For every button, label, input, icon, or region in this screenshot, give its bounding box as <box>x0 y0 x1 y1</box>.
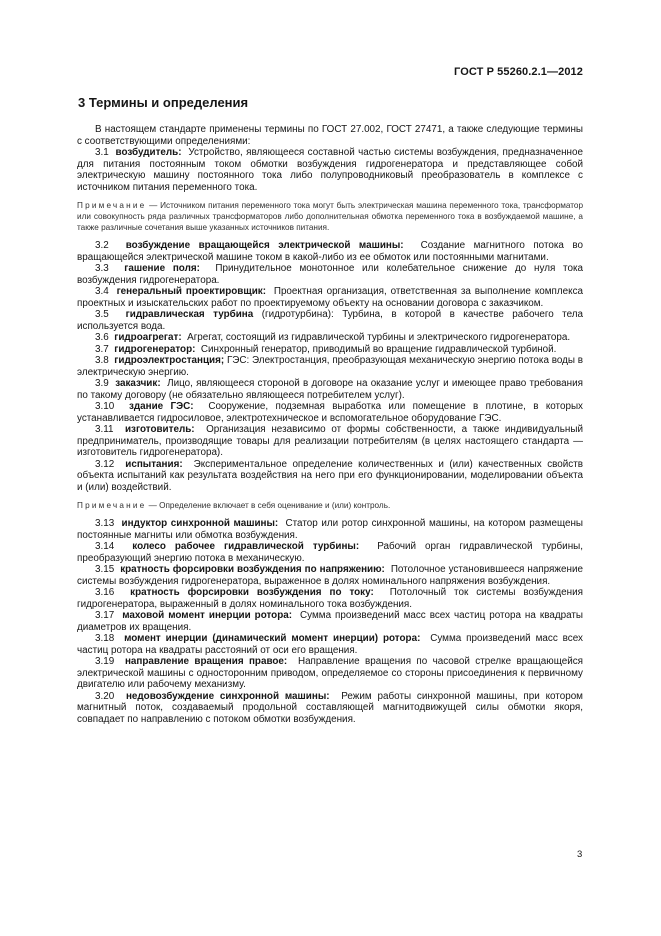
term-3-16 <box>77 587 583 610</box>
term-name: направление вращения правое: <box>124 656 288 667</box>
term-3-10 <box>77 401 583 424</box>
term-definition: Статор или ротор синхронной машины, на котором размещены постоянные магниты или обмотка возбуждения. <box>77 518 584 541</box>
section-body <box>77 124 583 725</box>
term-number: 3.16 <box>95 587 115 598</box>
term-definition: Направление вращения по часовой стрелке вращающейся электрической машины с односторонним приводом, определяемое со стороны присоединения к первичному двигателю или рабочему механизму. <box>77 656 584 690</box>
term-number: 3.3 <box>95 263 109 274</box>
term-number: 3.4 <box>95 286 109 297</box>
term-definition: Проектная организация, ответственная за выполнение комплекса проектных и изыскательских работ по проектируемому объекту на основании договора с заказчиком. <box>77 286 583 309</box>
note-2 <box>77 500 583 511</box>
page-number: 3 <box>577 849 583 860</box>
term-name: момент инерции (динамический момент инерции) ротора: <box>124 633 421 644</box>
term-number: 3.14 <box>95 541 115 552</box>
term-definition: Экспериментальное определение количественных и (или) качественных свойств объекта испытаний как результата воздействия на него при его функционировании, моделировании объекта и (или) воздействий. <box>77 458 583 493</box>
term-3-3 <box>77 263 583 286</box>
term-3-1 <box>77 147 583 193</box>
standard-header: ГОСТ Р 55260.2.1—2012 <box>454 66 583 78</box>
note-label: Примечание <box>77 201 147 210</box>
term-name: изготовитель: <box>124 424 195 435</box>
term-definition: Сооружение, подземная выработка или помещение в плотине, в которых устанавливается гидросиловое, электротехническое и вспомогательное оборудование ГЭС. <box>77 401 583 424</box>
term-number: 3.5 <box>95 309 109 320</box>
term-number: 3.18 <box>95 633 115 644</box>
term-name: маховой момент инерции ротора: <box>122 610 293 621</box>
term-number: 3.8 <box>95 355 109 366</box>
term-number: 3.10 <box>95 401 115 412</box>
term-number: 3.9 <box>95 378 109 389</box>
term-definition: Потолочное установившееся напряжение системы возбуждения гидрогенератора, выраженное в долях номинального напряжения возбуждения. <box>77 564 583 587</box>
term-number: 3.7 <box>95 343 109 355</box>
term-3-6 <box>77 332 583 344</box>
term-name: гидроагрегат: <box>114 332 182 343</box>
term-3-7 <box>77 344 583 356</box>
term-definition: Потолочный ток системы возбуждения гидрогенератора, выраженный в долях номинального тока возбуждения. <box>77 587 583 610</box>
term-definition: Лицо, являющееся стороной в договоре на оказание услуг и имеющее право требования по такому договору (не обязательно являющееся потребителем услуг). <box>77 378 583 401</box>
term-3-9 <box>77 378 583 401</box>
note-text: — Определение включает в себя оценивание и (или) контроль. <box>148 501 391 510</box>
term-name: гидрогенератор: <box>114 343 196 355</box>
term-definition: Режим работы синхронной машины, при котором магнитный поток, создаваемый продольной составляющей магнитодвижущей силы обмотки якоря, совпадает по направлению с потоком обмотки возбуждения. <box>77 690 583 725</box>
term-name: кратность форсировки возбуждения по напряжению: <box>120 564 385 575</box>
note-text: — Источником питания переменного тока могут быть электрическая машина переменного тока, трансформатор или совокупность ряда различных трансформаторов либо дополнительная обмотка переменного тока в возбуждаемой машине, а также различные сочетания выше указанных источников питания. <box>77 201 584 232</box>
term-name: генеральный проектировщик: <box>116 286 267 297</box>
term-name: гидроэлектростанция; <box>114 355 225 366</box>
term-definition: ГЭС: Электростанция, преобразующая механическую энергию потока воды в электрическую энергию. <box>77 355 583 378</box>
term-number: 3.13 <box>95 518 115 529</box>
intro-paragraph: В настоящем стандарте применены термины по ГОСТ 27.002, ГОСТ 27471, а также следующие термины с соответствующими определениями: <box>77 124 583 147</box>
note-1 <box>77 200 583 233</box>
term-name: заказчик: <box>115 378 161 389</box>
term-3-17 <box>77 610 583 633</box>
term-number: 3.15 <box>95 564 115 575</box>
term-definition: Организация независимо от формы собственности, а также индивидуальный предприниматель, производящие товары для реализации потребителям (в целях настоящего стандарта — изготовитель гидрогенератора). <box>77 424 583 458</box>
term-number: 3.20 <box>95 690 115 702</box>
term-name: возбудитель: <box>115 147 182 158</box>
term-3-18 <box>77 633 583 656</box>
term-3-11 <box>77 424 583 459</box>
term-name: индуктор синхронной машины: <box>121 518 279 529</box>
term-name: испытания: <box>125 458 183 470</box>
term-definition: Устройство, являющееся составной частью системы возбуждения, предназначенное для питания постоянным током обмотки возбуждения гидрогенератора и представляющее собой электрическую машину постоянного тока либо полупроводниковый преобразователь в комплексе с источником питания переменного тока. <box>77 147 583 193</box>
term-3-15 <box>77 564 583 587</box>
note-label: Примечание <box>77 501 147 510</box>
term-name: гашение поля: <box>124 263 200 274</box>
term-number: 3.17 <box>95 610 115 621</box>
term-definition: Создание магнитного потока во вращающейся электрической машине током в какой-либо из ее обмоток или постоянными магнитами. <box>77 240 583 263</box>
term-3-5 <box>77 309 583 332</box>
term-3-8 <box>77 355 583 378</box>
term-number: 3.6 <box>95 332 109 343</box>
term-number: 3.11 <box>95 424 114 435</box>
term-definition: Принудительное монотонное или колебательное снижение до нуля тока возбуждения гидрогенератора. <box>77 263 583 286</box>
term-number: 3.1 <box>95 147 109 158</box>
term-name: недовозбуждение синхронной машины: <box>125 690 330 702</box>
term-number: 3.2 <box>95 240 109 251</box>
term-definition: Сумма произведений масс всех частиц ротора на квадраты расстояний от оси его вращения. <box>77 633 583 656</box>
term-number: 3.12 <box>95 458 115 470</box>
term-3-19 <box>77 656 583 691</box>
term-3-20 <box>77 691 583 726</box>
term-name: здание ГЭС: <box>128 401 194 412</box>
section-title: 3 Термины и определения <box>78 95 249 110</box>
term-3-13 <box>77 518 583 541</box>
term-definition: Агрегат, состоящий из гидравлической турбины и электрического гидрогенератора. <box>187 332 571 343</box>
term-3-14 <box>77 541 583 564</box>
term-definition: (гидротурбина): Турбина, в которой в качестве рабочего тела используется вода. <box>77 309 584 332</box>
term-name: возбуждение вращающейся электрической машины: <box>125 240 404 251</box>
term-name: гидравлическая турбина <box>125 309 254 320</box>
term-name: колесо рабочее гидравлической турбины: <box>132 541 360 552</box>
term-definition: Сумма произведений масс всех частиц ротора на квадраты диаметров их вращения. <box>77 610 583 633</box>
term-3-2 <box>77 240 583 263</box>
term-definition: Рабочий орган гидравлической турбины, преобразующий энергию потока в механическую. <box>77 541 583 564</box>
term-3-12 <box>77 459 583 494</box>
term-3-4 <box>77 286 583 309</box>
term-number: 3.19 <box>95 656 115 667</box>
term-name: кратность форсировки возбуждения по току: <box>130 587 374 598</box>
term-definition: Синхронный генератор, приводимый во вращение гидравлической турбиной. <box>200 343 557 355</box>
